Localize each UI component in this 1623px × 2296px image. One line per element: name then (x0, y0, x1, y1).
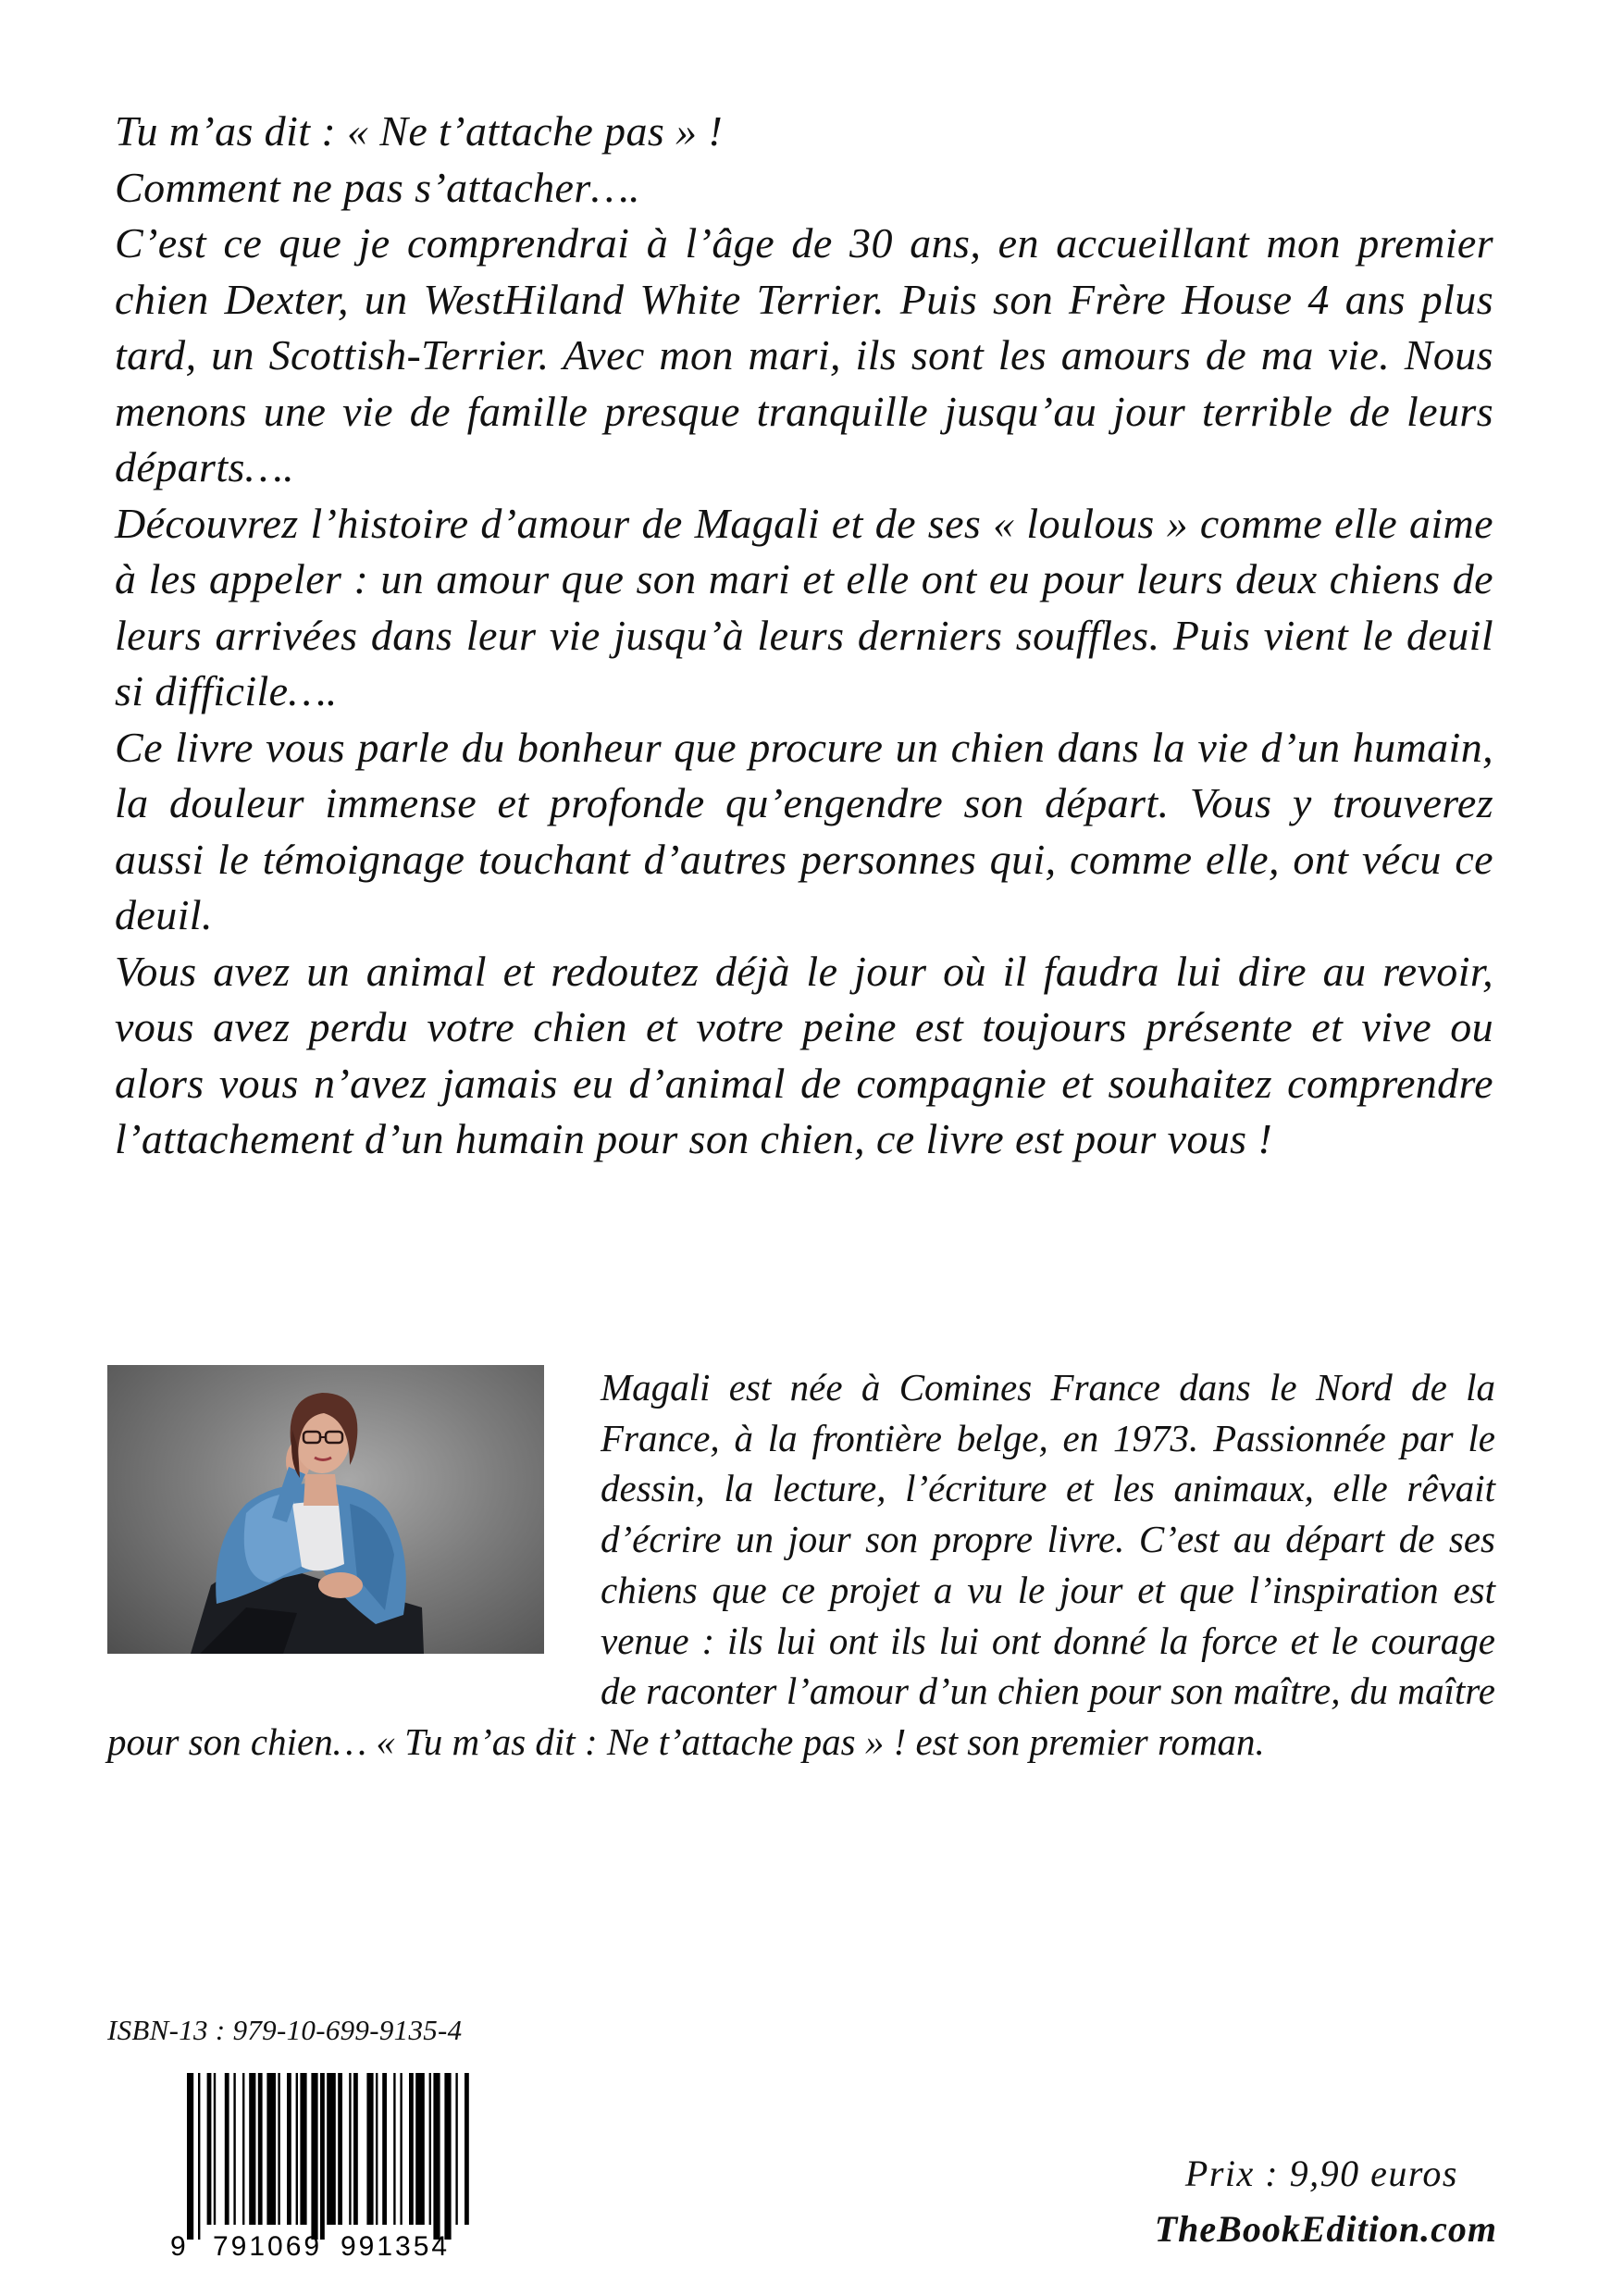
barcode-bar (393, 2073, 395, 2225)
barcode-bar (327, 2073, 336, 2225)
barcode-bar (233, 2073, 235, 2225)
barcode-bar (400, 2073, 402, 2225)
barcode-bar (249, 2073, 255, 2225)
barcode-bar (338, 2073, 342, 2225)
barcode-bar (242, 2073, 244, 2225)
barcode-bar (225, 2073, 229, 2225)
barcode-bar (366, 2073, 373, 2225)
barcode-bar (382, 2073, 387, 2225)
back-cover-blurb (115, 104, 1493, 1168)
barcode-bar (207, 2073, 212, 2225)
photo-text-wrap-spacer (107, 1362, 601, 1668)
barcode-bar (311, 2073, 317, 2240)
barcode-bar (376, 2073, 378, 2225)
blurb-paragraph-3: Ce livre vous parle du bonheur que procure un chien dans la vie d’un humain, la douleur immense et profonde qu’engendre son départ. Vous y trouverez aussi le témoignage touchant d’autres personnes qui, comme elle, ont vécu ce deuil. (115, 723, 1493, 938)
blurb-subtitle-line: Comment ne pas s’attacher…. (115, 163, 640, 211)
author-bio (107, 1362, 1495, 1768)
blurb-title-line: Tu m’as dit : « Ne t’attache pas » ! (115, 107, 724, 155)
barcode-bar (198, 2073, 200, 2240)
blurb-paragraph-4: Vous avez un animal et redoutez déjà le jour où il faudra lui dire au revoir, vous avez perdu votre chien et votre peine est toujours présente et vive ou alors vous n’avez jamais eu d’animal de compagnie et souhaitez comprendre l’attachement d’un humain pour son chien, ce livre est pour vous ! (115, 947, 1493, 1162)
author-bio-text: Magali est née à Comines France dans le Nord de la France, à la frontière belge, en 1973. Passionnée par le dessin, la lecture, l’écriture et les animaux, elle rêvait d’écrire un jour son propre livre. C’est au départ de ses chiens que ce projet a vu le jour et que l’inspiration est venue : ils lui ont ils lui ont donné la force et le courage de raconter l’amour d’un chien pour son maître, du maître pour son chien… « Tu m’as dit : Ne t’attache pas » ! est son premier roman. (107, 1366, 1495, 1763)
blurb-paragraph-2: Découvrez l’histoire d’amour de Magali et de ses « loulous » comme elle aime à les appeler : un amour que son mari et elle ont eu pour leurs deux chiens de leurs arrivées dans leur vie jusqu’à leurs derniers souffles. Puis vient le deuil si difficile…. (115, 499, 1493, 714)
barcode-bar (429, 2073, 431, 2225)
barcode-digits-right: 991354 (341, 2231, 451, 2262)
barcode-bar (465, 2073, 469, 2225)
barcode-bar (433, 2073, 440, 2240)
barcode-bar (296, 2073, 298, 2225)
barcode-bar (287, 2073, 291, 2225)
barcode-bar (266, 2073, 276, 2225)
price-label: Prix : 9,90 euros (1184, 2153, 1458, 2194)
barcode-bar (349, 2073, 351, 2225)
blurb-paragraph-1: C’est ce que je comprendrai à l’âge de 30 ans, en accueillant mon premier chien Dexter, un WestHiland White Terrier. Puis son Frère House 4 ans plus tard, un Scottish-Terrier. Avec mon mari, ils sont les amours de ma vie. Nous menons une vie de famille presque tranquille jusqu’au jour terrible de leurs départs…. (115, 219, 1493, 490)
barcode-bar (415, 2073, 425, 2225)
barcode-bar (214, 2073, 216, 2225)
barcode-bar (409, 2073, 414, 2225)
barcode (159, 2066, 492, 2262)
barcode-bar (353, 2073, 358, 2225)
barcode-bar (320, 2073, 325, 2240)
barcode-bar (278, 2073, 279, 2225)
publisher-label: TheBookEdition.com (1154, 2208, 1497, 2250)
barcode-bar (187, 2073, 193, 2240)
barcode-bar (258, 2073, 263, 2225)
barcode-bar (455, 2073, 457, 2225)
barcode-bar (444, 2073, 451, 2240)
barcode-bar (300, 2073, 306, 2225)
barcode-digit-first: 9 (170, 2231, 186, 2262)
isbn-label: ISBN-13 : 979-10-699-9135-4 (107, 2014, 463, 2046)
barcode-digits-left: 791069 (213, 2231, 323, 2262)
